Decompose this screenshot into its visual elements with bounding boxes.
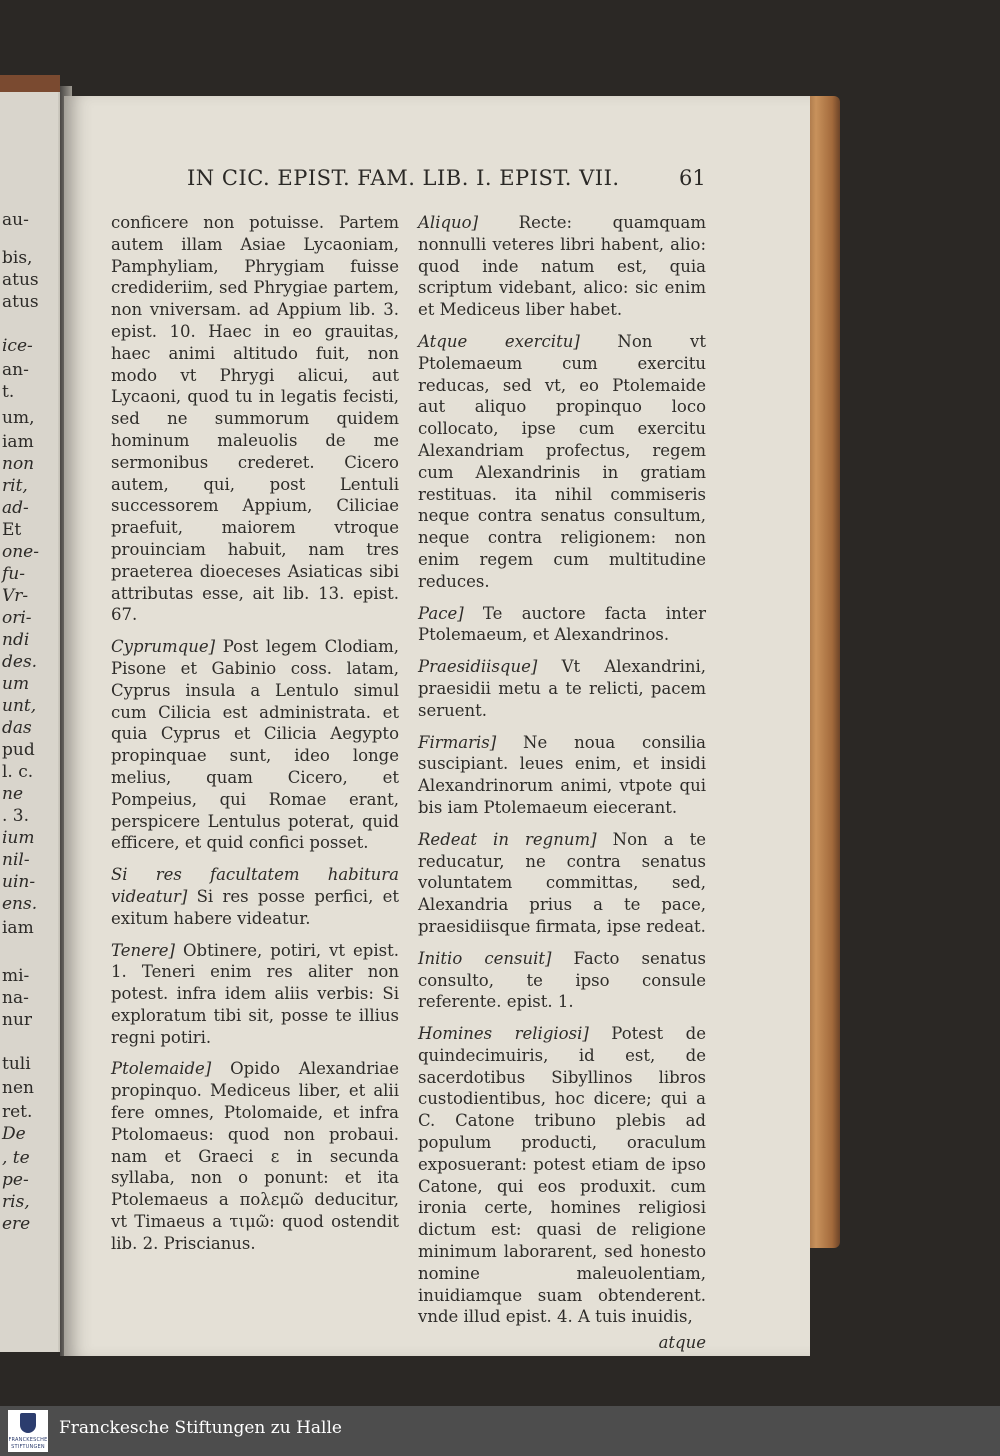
left-page-fragment: De [2,1124,26,1144]
lemma: Tenere] [111,940,175,960]
lemma: Si res facultatem habitura videatur] [111,865,399,906]
left-page-fragment: ne [2,784,24,804]
catchword: atque [658,1333,706,1353]
left-page-fragment: an- [2,360,29,380]
left-page-fragment: non [2,454,35,474]
lemma: Cyprumque] [111,637,216,657]
lemma: Pace] [418,603,464,623]
commentary-paragraph [418,212,706,321]
commentary-text: conficere non potuisse. Partem autem illam Asiae Lycaoniam, Pamphyliam, Phrygiam fuisse credideriim, sed Phrygiae partem, non vniversam. ad Appium lib. 3. epist. 10. Haec in eo grauitas, haec animi altitudo fuit, non modo vt Phrygi alicui, aut Lycaoni, quod tu in legatis fecisti, sed ne summorum quidem hominum maleuolis de me sermonibus crederet. Cicero autem, qui, post Lentuli successorem Appium, Ciliciae praefuit, maiorem vtroque prouinciam habuit, nam tres praeterea dioeceses Asiaticas sibi attributas esse, ait lib. 13. epist. 67. [111,213,399,625]
commentary-paragraph [418,732,706,819]
left-page-fragment: na- [2,988,29,1008]
left-page-fragment: nur [2,1010,33,1030]
left-page-fragment: unt, [2,696,37,716]
left-page-fragment: nil- [2,850,30,870]
left-page-fragment: fu- [2,564,25,584]
commentary-paragraph [111,636,399,854]
left-page-fragment: pud [2,740,35,760]
left-page-fragment: iam [2,918,34,938]
left-page-fragment: pe- [2,1170,29,1190]
commentary-paragraph [418,656,706,721]
left-page-edge [0,92,66,1352]
left-page-fragment: ret. [2,1102,33,1122]
footer-institution-name: Franckesche Stiftungen zu Halle [59,1418,342,1438]
left-page-fragment: tuli [2,1054,31,1074]
commentary-text: Non vt Ptolemaeum cum exercitu reducas, sed vt, eo Ptolemaide aut aliquo propinquo loco collocato, ipse cum exercitu Alexandriam profectus, regem cum Alexandrinis in gratiam restituas. ita nihil commiseris neque contra senatus consultum, neque contra religionem: non enim regem cum multitudine reduces. [418,331,706,591]
left-page-fragment: ium [2,828,35,848]
commentary-paragraph [111,864,399,929]
commentary-text: Recte: quamquam nonnulli veteres libri habent, alio: quod inde natum est, quia scriptum videbant, alico: sic enim et Mediceus liber habet. [418,213,706,320]
commentary-paragraph [418,1023,706,1328]
commentary-text: Ne noua consilia suscipiant. leues enim, et insidi Alexandrinorum animi, vtpote qui bis iam Ptolemaeum eiecerant. [418,732,706,817]
lemma: Praesidiisque] [418,657,538,677]
left-page-fragment: bis, [2,248,33,268]
left-page-fragment: Vr- [2,586,29,606]
left-page-fragment: . 3. [2,806,30,826]
commentary-paragraph [111,940,399,1049]
left-page-fragment: ens. [2,894,38,914]
left-page-fragment: iam [2,432,34,452]
commentary-text: Obtinere, potiri, vt epist. 1. Teneri enim res aliter non potest. infra idem aliis verbis: Si exploratum tibi sit, posse te illius regni potiri. [111,940,399,1047]
left-page-fragment: l. c. [2,762,34,782]
commentary-text: Vt Alexandrini, praesidii metu a te relicti, pacem seruent. [418,657,706,720]
left-page-fragment: one- [2,542,39,562]
left-page-fragment: ere [2,1214,31,1234]
commentary-paragraph [418,331,706,593]
text-column-left [111,212,399,1265]
left-page-fragment: nen [2,1078,34,1098]
page-number: 61 [679,166,706,190]
logo-text-line2: STIFTUNGEN [11,1444,45,1450]
left-page-fragment: uin- [2,872,36,892]
commentary-text: Facto senatus consulto, te ipso consule referente. epist. 1. [418,948,706,1012]
commentary-paragraph [418,829,706,938]
left-page-fragment: ndi [2,630,30,650]
commentary-text: Non a te reducatur, ne contra senatus voluntatem committas, sed, Alexandria prius a te pace, praesidiisque firmata, ipse redeat. [418,829,706,936]
left-page-fragment: , te [2,1148,30,1168]
commentary-paragraph [418,603,706,647]
left-page-fragment: au- [2,210,29,230]
lemma: Homines religiosi] [418,1024,589,1044]
left-page-fragment: um, [2,408,35,428]
commentary-text: Post legem Clodiam, Pisone et Gabinio coss. latam, Cyprus insula a Lentulo simul cum Cilicia est administrata. et quia Cyprus et Cilicia Aegypto propinquae sunt, ideo longe melius, quam Cicero, et Pompeius, qui Romae erant, perspicere Lentulus poterat, quid efficere, et quid confici posset. [111,637,399,853]
left-page-fragment: t. [2,382,15,402]
running-title: IN CIC. EPIST. FAM. LIB. I. EPIST. VII. [187,166,620,190]
left-page-fragment: atus [2,270,39,290]
lemma: Ptolemaide] [111,1059,212,1079]
commentary-paragraph [418,948,706,1013]
commentary-paragraph [111,212,399,626]
lemma: Redeat in regnum] [418,829,597,849]
commentary-text: Potest de quindecimuiris, id est, de sacerdotibus Sibyllinos libros custodientibus, hoc dicere; qui a C. Catone tribuno plebis ad populum producti, oraculum exposuerant: potest etiam de ipso Catone, qui eos produxit. cum ironia certe, homines religiosi dictum est: quasi de religione minimum laborarent, sed honesto nomine maleuolentiam, inuidiamque suam obtenderent. vnde illud epist. 4. A tuis inuidis, [418,1024,706,1327]
eagle-sun-icon [20,1413,36,1433]
left-page-fragment: um [2,674,30,694]
institution-logo [8,1410,48,1452]
footer-bar [0,1406,1000,1456]
commentary-text: Te auctore facta inter Ptolemaeum, et Alexandrinos. [418,603,706,645]
left-page-fragment: mi- [2,966,30,986]
left-page-fragment: rit, [2,476,28,496]
logo-text-line1: FRANCKESCHE [8,1437,48,1443]
left-page-fragment: ori- [2,608,32,628]
left-page-fragment: atus [2,292,39,312]
commentary-text: Opido Alexandriae propinquo. Mediceus liber, et alii fere omnes, Ptolomaide, et infra Ptolomaeus: quod non probaui. nam et Graeci ε in secunda syllaba, non ο ponunt: et ita Ptolemaeus a πολεμῶ deducitur, vt Timaeus a τιμῶ: quod ostendit lib. 2. Priscianus. [111,1059,399,1253]
text-column-right [418,212,706,1354]
lemma: Initio censuit] [418,948,552,968]
lemma: Atque exercitu] [418,331,580,351]
left-page-fragment: ice- [2,336,33,356]
left-page-fragment: Et [2,520,22,540]
commentary-paragraph [111,1058,399,1254]
commentary-text: Si res posse perfici, et exitum habere videatur. [111,886,399,928]
left-page-fragment: ris, [2,1192,30,1212]
lemma: Aliquo] [418,213,479,232]
left-page-fragment: das [2,718,32,738]
left-page-fragment: des. [2,652,38,672]
left-page-fragment: ad- [2,498,29,518]
lemma: Firmaris] [418,732,497,752]
